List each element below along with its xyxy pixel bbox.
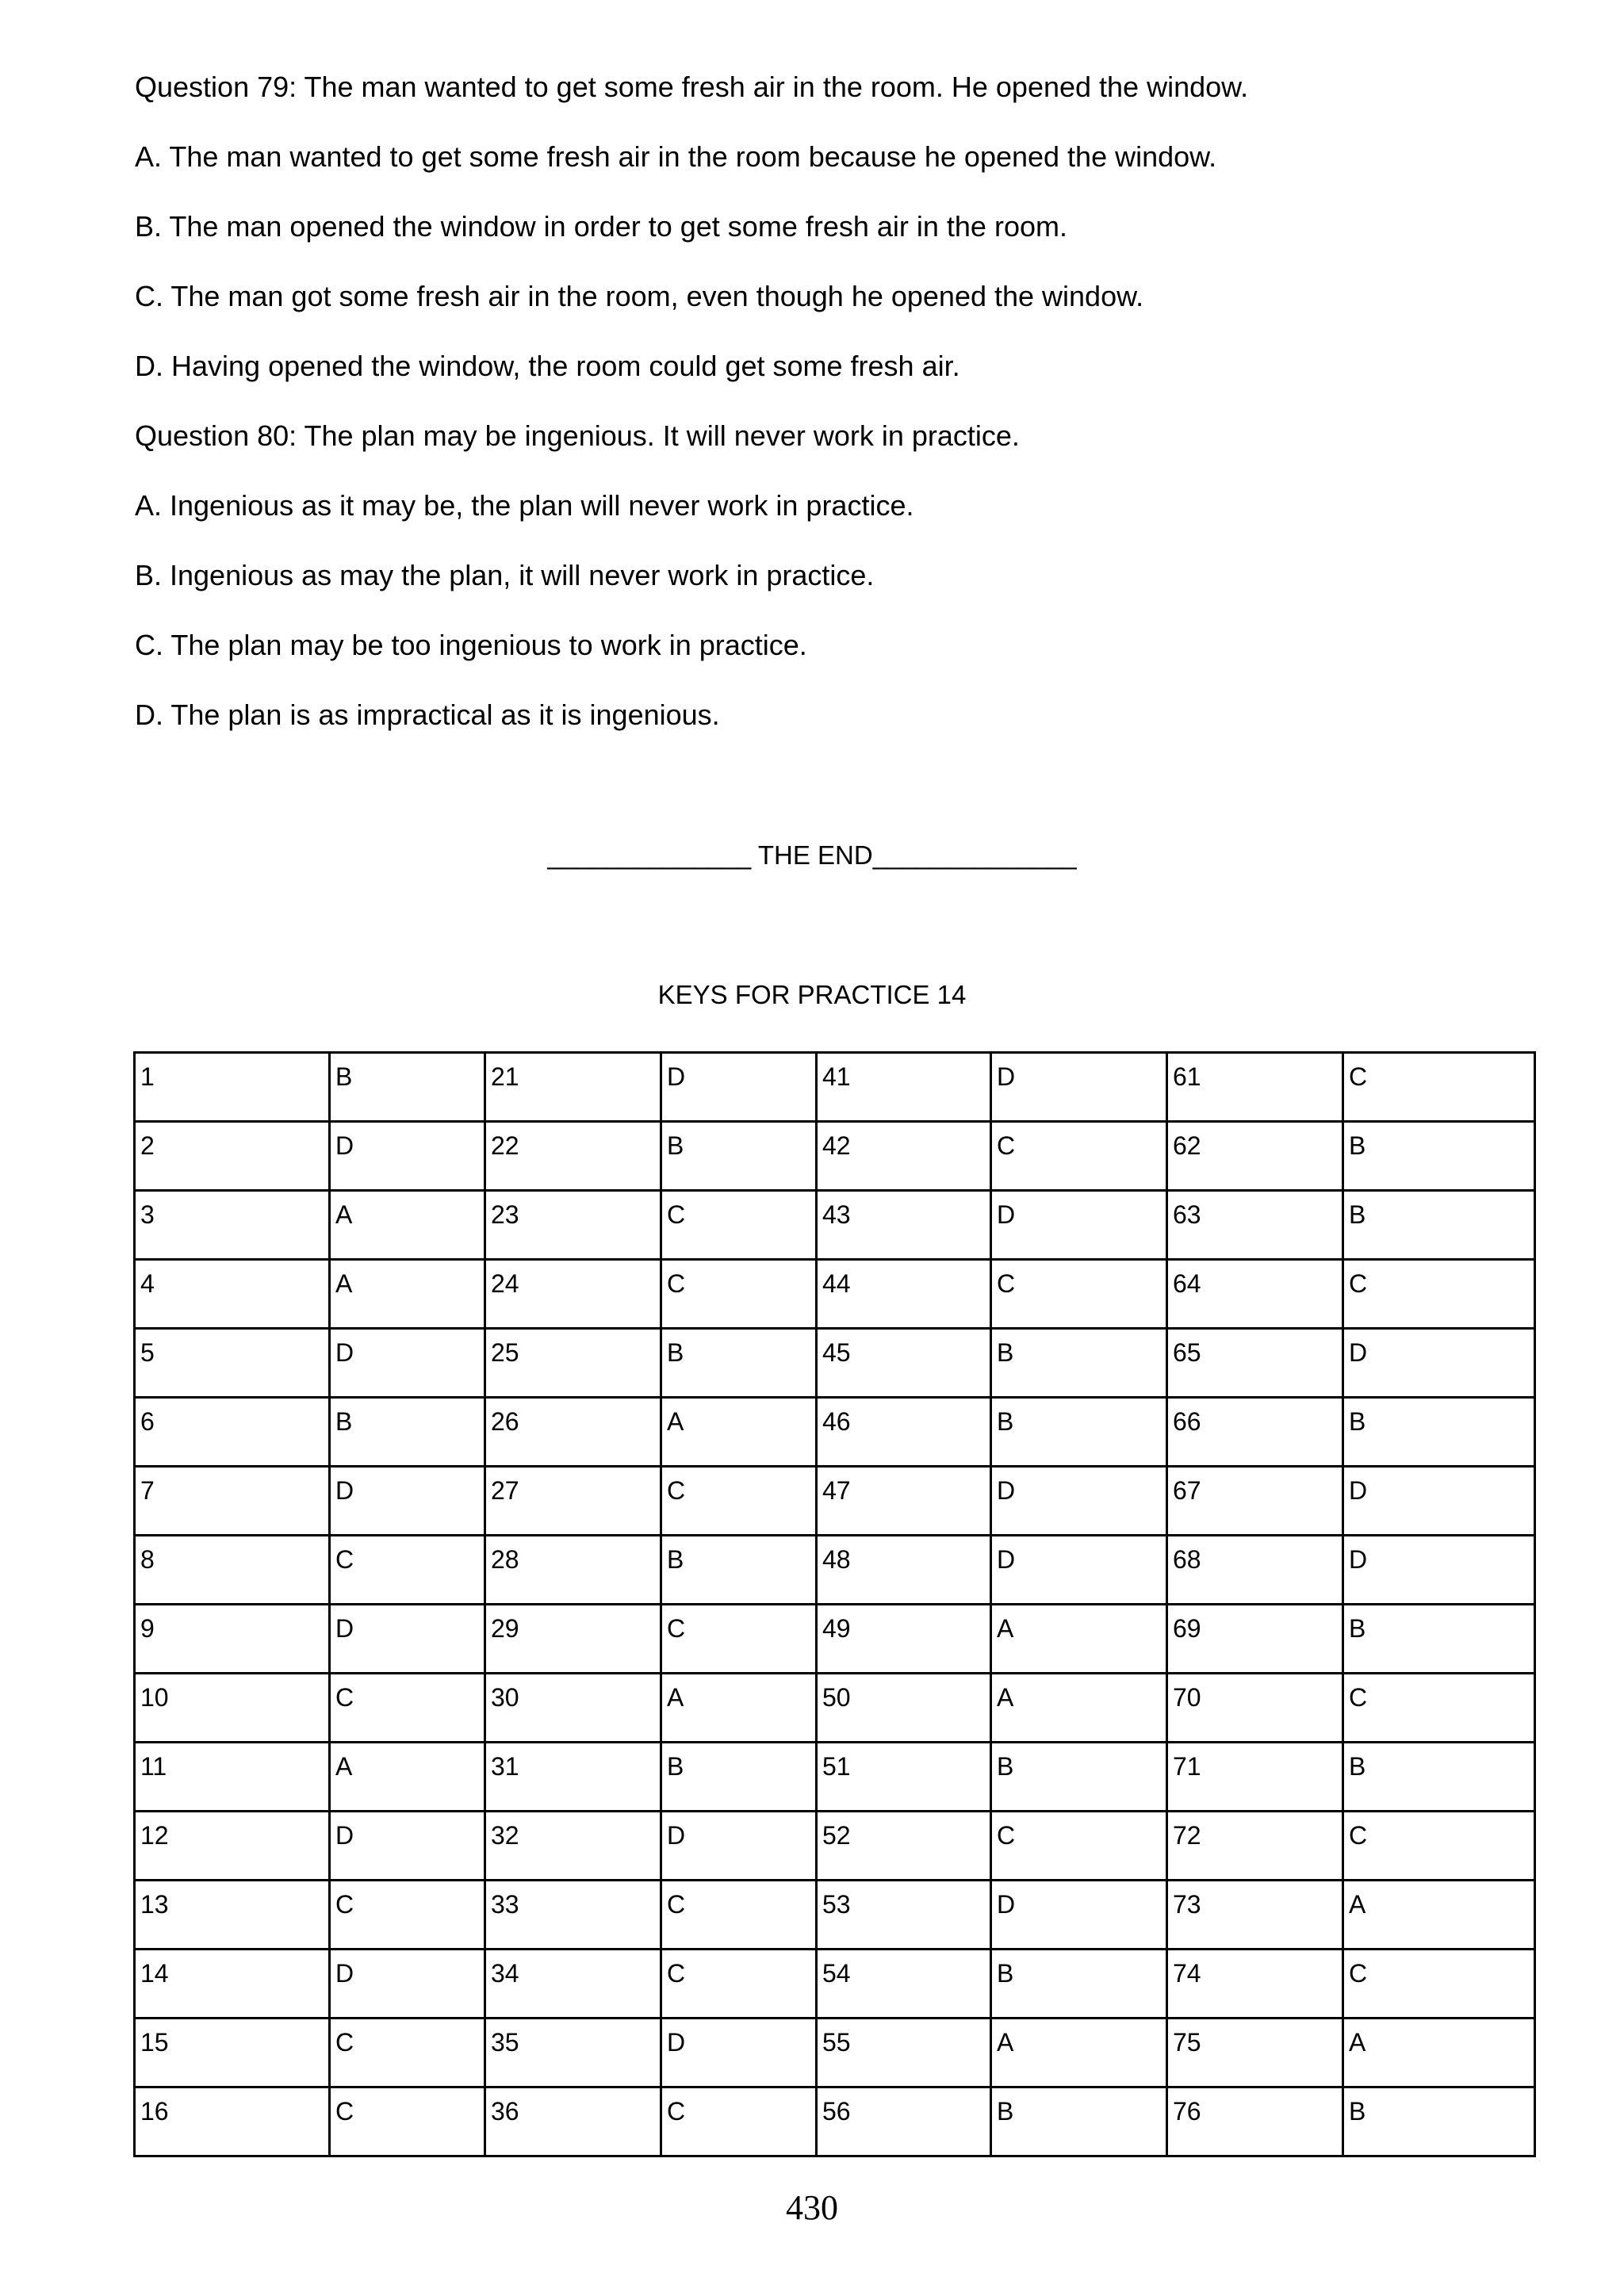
table-row [135,1605,1535,1674]
question-79-option-a: A. The man wanted to get some fresh air in the room because he opened the window. [135,140,1217,173]
the-end-marker: ______________ THE END______________ [547,840,1077,870]
question-80-option-b: B. Ingenious as may the plan, it will never work in practice. [135,559,875,591]
answer-cell: A [661,1398,817,1467]
answer-cell: C [661,1605,817,1674]
question-number-cell: 63 [1167,1191,1343,1260]
table-row [135,1260,1535,1329]
answer-cell: B [1343,1605,1535,1674]
answer-cell: C [661,1950,817,2019]
question-number-cell: 49 [817,1605,991,1674]
question-number-cell: 14 [135,1950,330,2019]
table-row [135,2019,1535,2087]
answer-cell: D [330,1467,485,1536]
answer-cell: C [1343,1260,1535,1329]
question-number-cell: 52 [817,1812,991,1881]
answer-cell: D [991,1053,1167,1122]
answer-cell: C [1343,1950,1535,2019]
table-row [135,1881,1535,1950]
table-row [135,2087,1535,2156]
question-number-cell: 74 [1167,1950,1343,2019]
answer-cell: B [661,1743,817,1812]
answer-cell: D [991,1536,1167,1605]
answer-cell: B [661,1329,817,1398]
table-row [135,1467,1535,1536]
question-number-cell: 34 [485,1950,661,2019]
answer-cell: A [991,1674,1167,1743]
answer-cell: C [330,1881,485,1950]
question-number-cell: 35 [485,2019,661,2087]
answer-cell: A [991,1605,1167,1674]
question-number-cell: 72 [1167,1812,1343,1881]
answer-cell: C [661,1881,817,1950]
answer-cell: A [330,1743,485,1812]
table-row [135,1329,1535,1398]
answer-cell: C [991,1122,1167,1191]
answer-cell: A [661,1674,817,1743]
answer-cell: B [330,1398,485,1467]
answer-cell: B [991,1743,1167,1812]
questions-section [135,70,1546,767]
question-number-cell: 26 [485,1398,661,1467]
question-number-cell: 45 [817,1329,991,1398]
answer-cell: A [330,1191,485,1260]
answer-keys-body [135,1053,1535,2156]
question-number-cell: 11 [135,1743,330,1812]
answer-cell: B [330,1053,485,1122]
question-number-cell: 68 [1167,1536,1343,1605]
question-number-cell: 30 [485,1674,661,1743]
question-number-cell: 25 [485,1329,661,1398]
question-number-cell: 21 [485,1053,661,1122]
question-number-cell: 23 [485,1191,661,1260]
table-row [135,1191,1535,1260]
question-number-cell: 31 [485,1743,661,1812]
question-number-cell: 64 [1167,1260,1343,1329]
question-79-option-c: C. The man got some fresh air in the room, even though he opened the window. [135,280,1144,312]
question-number-cell: 67 [1167,1467,1343,1536]
question-number-cell: 29 [485,1605,661,1674]
answer-cell: B [991,1329,1167,1398]
question-number-cell: 51 [817,1743,991,1812]
answer-cell: D [330,1950,485,2019]
question-number-cell: 71 [1167,1743,1343,1812]
question-number-cell: 28 [485,1536,661,1605]
question-number-cell: 47 [817,1467,991,1536]
table-row [135,1812,1535,1881]
answer-cell: B [991,1398,1167,1467]
answer-cell: B [991,2087,1167,2156]
table-row [135,1674,1535,1743]
question-number-cell: 56 [817,2087,991,2156]
answer-cell: D [661,1812,817,1881]
answer-cell: B [1343,1191,1535,1260]
question-number-cell: 12 [135,1812,330,1881]
table-row [135,1122,1535,1191]
question-number-cell: 41 [817,1053,991,1122]
question-number-cell: 15 [135,2019,330,2087]
question-number-cell: 70 [1167,1674,1343,1743]
answer-cell: C [661,2087,817,2156]
answer-cell: D [991,1467,1167,1536]
question-number-cell: 65 [1167,1329,1343,1398]
answer-cell: B [1343,1743,1535,1812]
answer-cell: B [1343,1122,1535,1191]
question-number-cell: 13 [135,1881,330,1950]
question-number-cell: 46 [817,1398,991,1467]
question-number-cell: 2 [135,1122,330,1191]
answer-cell: D [661,1053,817,1122]
question-number-cell: 55 [817,2019,991,2087]
question-number-cell: 44 [817,1260,991,1329]
answer-cell: D [330,1329,485,1398]
question-number-cell: 5 [135,1329,330,1398]
question-79-stem: Question 79: The man wanted to get some fresh air in the room. He opened the window. [135,71,1249,103]
answer-cell: C [1343,1812,1535,1881]
answer-cell: B [1343,1398,1535,1467]
answer-cell: C [991,1260,1167,1329]
keys-title: KEYS FOR PRACTICE 14 [657,980,967,1009]
answer-cell: A [1343,2019,1535,2087]
answer-cell: C [330,1674,485,1743]
question-number-cell: 42 [817,1122,991,1191]
answer-cell: A [991,2019,1167,2087]
answer-cell: D [991,1881,1167,1950]
answer-cell: B [661,1536,817,1605]
table-row [135,1053,1535,1122]
question-number-cell: 43 [817,1191,991,1260]
table-row [135,1950,1535,2019]
answer-cell: B [661,1122,817,1191]
answer-cell: A [330,1260,485,1329]
answer-cell: D [661,2019,817,2087]
table-row [135,1398,1535,1467]
question-number-cell: 7 [135,1467,330,1536]
answer-cell: D [1343,1329,1535,1398]
question-80-option-a: A. Ingenious as it may be, the plan will never work in practice. [135,489,914,522]
answer-cell: D [1343,1536,1535,1605]
question-number-cell: 50 [817,1674,991,1743]
table-row [135,1743,1535,1812]
question-number-cell: 4 [135,1260,330,1329]
question-number-cell: 33 [485,1881,661,1950]
question-number-cell: 1 [135,1053,330,1122]
question-79-option-b: B. The man opened the window in order to get some fresh air in the room. [135,210,1067,243]
answer-cell: C [661,1191,817,1260]
question-number-cell: 61 [1167,1053,1343,1122]
question-80-stem: Question 80: The plan may be ingenious. It will never work in practice. [135,419,1020,452]
answer-cell: D [991,1191,1167,1260]
question-number-cell: 6 [135,1398,330,1467]
question-number-cell: 73 [1167,1881,1343,1950]
answer-cell: C [1343,1053,1535,1122]
answer-cell: D [330,1122,485,1191]
question-number-cell: 53 [817,1881,991,1950]
answer-cell: B [1343,2087,1535,2156]
question-number-cell: 62 [1167,1122,1343,1191]
question-number-cell: 32 [485,1812,661,1881]
answer-cell: C [1343,1674,1535,1743]
question-number-cell: 3 [135,1191,330,1260]
question-number-cell: 24 [485,1260,661,1329]
answer-cell: C [991,1812,1167,1881]
answer-cell: C [661,1260,817,1329]
answer-keys-table [133,1051,1536,2157]
answer-cell: C [330,2019,485,2087]
answer-cell: C [330,2087,485,2156]
question-number-cell: 16 [135,2087,330,2156]
answer-cell: C [330,1536,485,1605]
question-number-cell: 36 [485,2087,661,2156]
question-number-cell: 9 [135,1605,330,1674]
question-number-cell: 75 [1167,2019,1343,2087]
question-number-cell: 22 [485,1122,661,1191]
question-number-cell: 48 [817,1536,991,1605]
table-row [135,1536,1535,1605]
question-number-cell: 76 [1167,2087,1343,2156]
page-number: 430 [786,2188,838,2227]
question-80-option-c: C. The plan may be too ingenious to work in practice. [135,629,807,661]
question-number-cell: 27 [485,1467,661,1536]
question-number-cell: 54 [817,1950,991,2019]
question-number-cell: 10 [135,1674,330,1743]
question-number-cell: 8 [135,1536,330,1605]
question-80-option-d: D. The plan is as impractical as it is ingenious. [135,698,720,731]
question-number-cell: 66 [1167,1398,1343,1467]
answer-cell: A [1343,1881,1535,1950]
question-number-cell: 69 [1167,1605,1343,1674]
answer-cell: D [1343,1467,1535,1536]
answer-cell: D [330,1605,485,1674]
answer-cell: D [330,1812,485,1881]
question-79-option-d: D. Having opened the window, the room could get some fresh air. [135,350,960,382]
answer-cell: B [991,1950,1167,2019]
answer-cell: C [661,1467,817,1536]
